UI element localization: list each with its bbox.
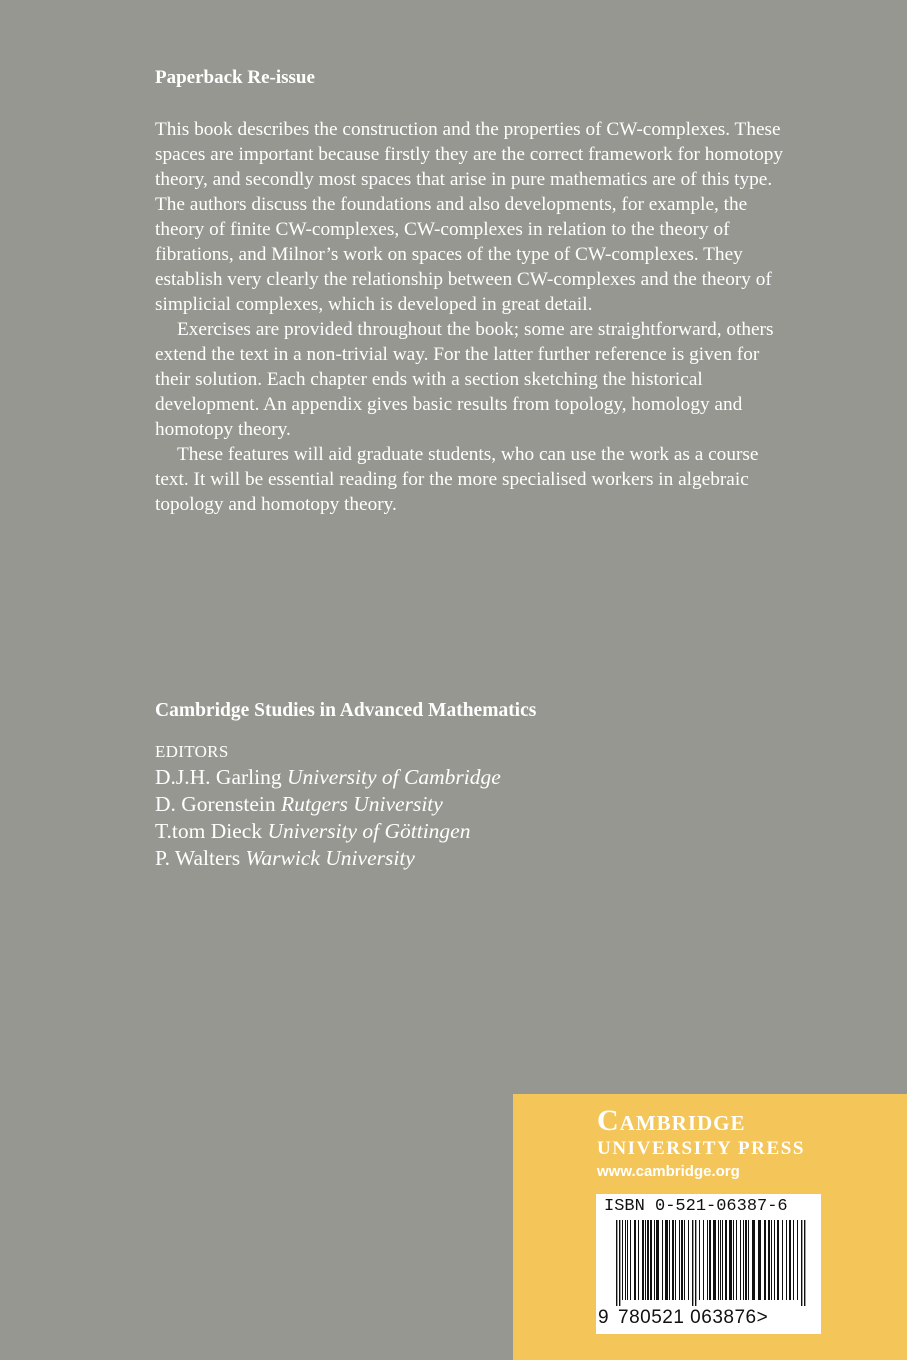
barcode-bar xyxy=(720,1220,721,1300)
editor-name: D.J.H. Garling xyxy=(155,765,282,789)
barcode-first-digit: 9 xyxy=(598,1307,610,1328)
barcode-panel xyxy=(596,1194,821,1334)
heading-paperback-reissue: Paperback Re-issue xyxy=(155,67,315,88)
barcode-bar xyxy=(703,1220,704,1300)
barcode-guard-bar xyxy=(692,1220,693,1306)
barcode-bar xyxy=(709,1220,711,1300)
barcode-bar xyxy=(707,1220,708,1300)
barcode-bar xyxy=(718,1220,719,1300)
barcode-bar xyxy=(656,1220,659,1300)
barcode-guard-bar xyxy=(616,1220,617,1306)
description-paragraph: Exercises are provided throughout the book; some are straightforward, others extend the text in a non-trivial way. For the latter further reference is given for their solution. Each chapter ends with a section sketching the historical development. An appendix gives basic results from topology, homology and homotopy theory. xyxy=(155,319,774,440)
barcode-bar xyxy=(768,1220,770,1300)
barcode-bar xyxy=(679,1220,680,1300)
barcode-bar xyxy=(669,1220,670,1300)
barcode-arrow-icon: > xyxy=(756,1307,769,1328)
barcode-bar xyxy=(645,1220,646,1300)
barcode-bar xyxy=(782,1220,783,1300)
editor-affiliation: Warwick University xyxy=(245,846,415,870)
barcode-bar xyxy=(642,1220,644,1300)
barcode-bar xyxy=(722,1220,723,1300)
barcode-guard-bar xyxy=(801,1220,802,1306)
barcode-guard-bar xyxy=(619,1220,620,1306)
editor-entry xyxy=(155,791,501,818)
description-paragraph: These features will aid graduate students, who can use the work as a course text. It will be essential reading for the more specialised workers in algebraic topology and homotopy theory. xyxy=(155,444,759,515)
editor-entry xyxy=(155,845,501,872)
barcode-bar xyxy=(789,1220,791,1300)
barcode-bar xyxy=(699,1220,700,1300)
barcode-guard-bar xyxy=(804,1220,805,1306)
publisher-url: www.cambridge.org xyxy=(597,1163,740,1180)
barcode-bar xyxy=(777,1220,779,1300)
barcode-bar xyxy=(647,1220,649,1300)
barcode-bar xyxy=(713,1220,716,1300)
barcode-bar xyxy=(733,1220,734,1300)
barcode-bar xyxy=(752,1220,755,1300)
barcode-bar xyxy=(622,1220,623,1300)
barcode-bar xyxy=(638,1220,639,1300)
barcode-icon xyxy=(604,1220,813,1306)
editors-list xyxy=(155,764,501,872)
publisher-logo-name: Cambridge xyxy=(597,1104,746,1137)
barcode-bar xyxy=(786,1220,787,1300)
barcode-bar xyxy=(758,1220,761,1300)
barcode-bar xyxy=(634,1220,636,1300)
editor-entry xyxy=(155,818,501,845)
barcode-bar xyxy=(729,1220,732,1300)
barcode-bar xyxy=(665,1220,668,1300)
barcode-bar xyxy=(625,1220,626,1300)
barcode-bar xyxy=(745,1220,747,1300)
barcode-bar xyxy=(748,1220,749,1300)
barcode-digit-string: 780521 063876> xyxy=(618,1307,769,1328)
barcode-bar xyxy=(681,1220,683,1300)
barcode-bar xyxy=(764,1220,766,1300)
barcode-bar xyxy=(740,1220,741,1300)
barcode-bar xyxy=(736,1220,737,1300)
barcode-bar xyxy=(688,1220,689,1300)
barcode-bar xyxy=(675,1220,676,1300)
barcode-bar xyxy=(654,1220,655,1300)
book-description xyxy=(155,117,795,517)
editor-name: T.tom Dieck xyxy=(155,819,263,843)
barcode-bar xyxy=(743,1220,744,1300)
editor-name: D. Gorenstein xyxy=(155,792,276,816)
barcode-bar xyxy=(650,1220,652,1300)
editor-affiliation: University of Cambridge xyxy=(286,765,501,789)
barcode-bar xyxy=(684,1220,685,1300)
barcode-bar xyxy=(793,1220,794,1300)
barcode-bar xyxy=(627,1220,628,1300)
description-paragraph: This book describes the construction and the properties of CW-complexes. These spaces are important because firstly they are the correct framework for homotopy theory, and secondly most spaces that arise in pure mathematics are of this type. The authors discuss the foundations and also developments, for example, the theory of finite CW-complexes, CW-complexes in relation to the theory of fibrations, and Milnor’s work on spaces of the type of CW-complexes. They establish very clearly the relationship between CW-complexes and the theory of simplicial complexes, which is developed in great detail. xyxy=(155,119,783,315)
editor-affiliation: Rutgers University xyxy=(281,792,443,816)
barcode-guard-bar xyxy=(695,1220,696,1306)
barcode-bar xyxy=(630,1220,631,1300)
publisher-press-label: UNIVERSITY PRESS xyxy=(597,1138,806,1159)
barcode-bar xyxy=(774,1220,775,1300)
barcode-bar xyxy=(672,1220,674,1300)
editor-entry xyxy=(155,764,501,791)
isbn-label: ISBN 0-521-06387-6 xyxy=(604,1197,788,1216)
publisher-box xyxy=(513,1094,907,1360)
editor-affiliation: University of Göttingen xyxy=(267,819,471,843)
series-title: Cambridge Studies in Advanced Mathematics xyxy=(155,700,537,721)
barcode-bar xyxy=(771,1220,772,1300)
barcode-bar xyxy=(725,1220,727,1300)
barcode-bar xyxy=(797,1220,798,1300)
editor-name: P. Walters xyxy=(155,846,241,870)
barcode-bar xyxy=(662,1220,663,1300)
editors-label: EDITORS xyxy=(155,742,229,761)
